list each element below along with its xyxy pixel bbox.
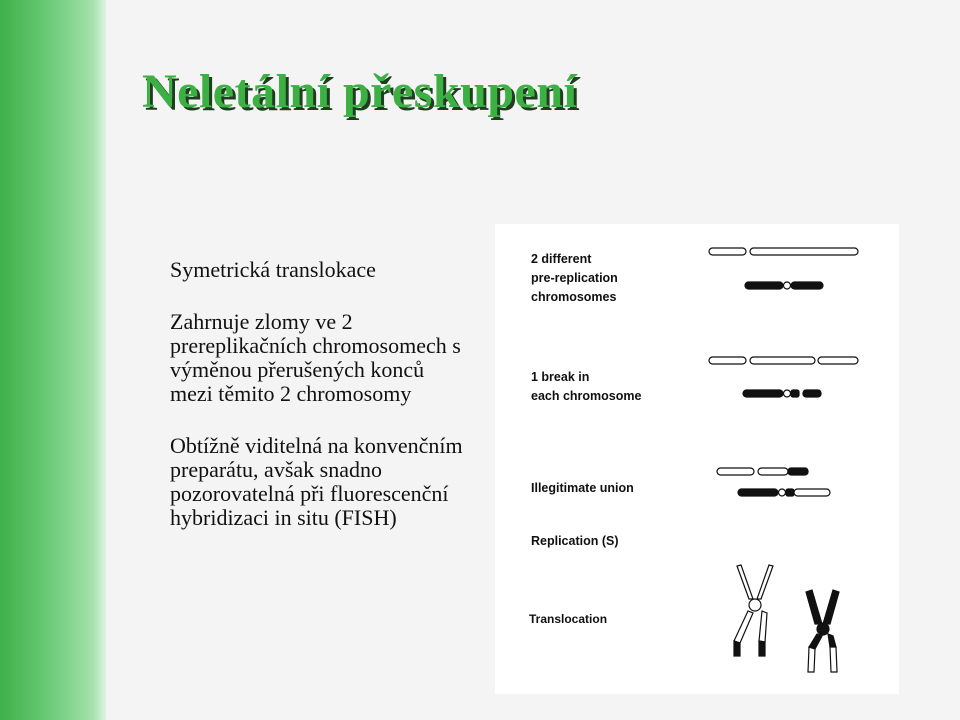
replicated-chromosome-light [734,565,773,656]
step-label-replication: Replication (S) [531,534,619,548]
step-label-translocation: Translocation [529,612,608,626]
slide-title: Neletální přeskupení [142,65,578,118]
paragraph-symmetric-translocation: Symetrická translokace [170,257,376,282]
slide-body [170,258,470,558]
translocation-diagram [495,224,899,694]
step-label-illegitimate-union: Illegitimate union [531,481,634,495]
chromosome-dark-broken [743,390,821,397]
replicated-chromosome-dark [806,590,839,672]
chromosome-drawings [495,224,899,694]
side-accent-bar [0,0,106,720]
chromosome-light-intact [709,248,858,255]
paragraph-fish-visibility: Obtížně viditelná na konvenčním preparátu, avšak snadno pozorovatelná při fluorescenční hybridizaci in situ (FISH) [170,433,463,530]
derivative-chromosome-2 [738,489,830,496]
chromosome-dark-intact [745,282,823,289]
step-label-pre-replication: 2 different pre-replication chromosomes [531,252,618,304]
derivative-chromosome-1 [717,468,808,475]
chromosome-light-broken [709,357,858,364]
step-label-break: 1 break in each chromosome [531,370,642,403]
paragraph-breaks-description: Zahrnuje zlomy ve 2 prereplikačních chromosomech s výměnou přerušených konců mezi těmito 2 chromosomy [170,309,461,406]
